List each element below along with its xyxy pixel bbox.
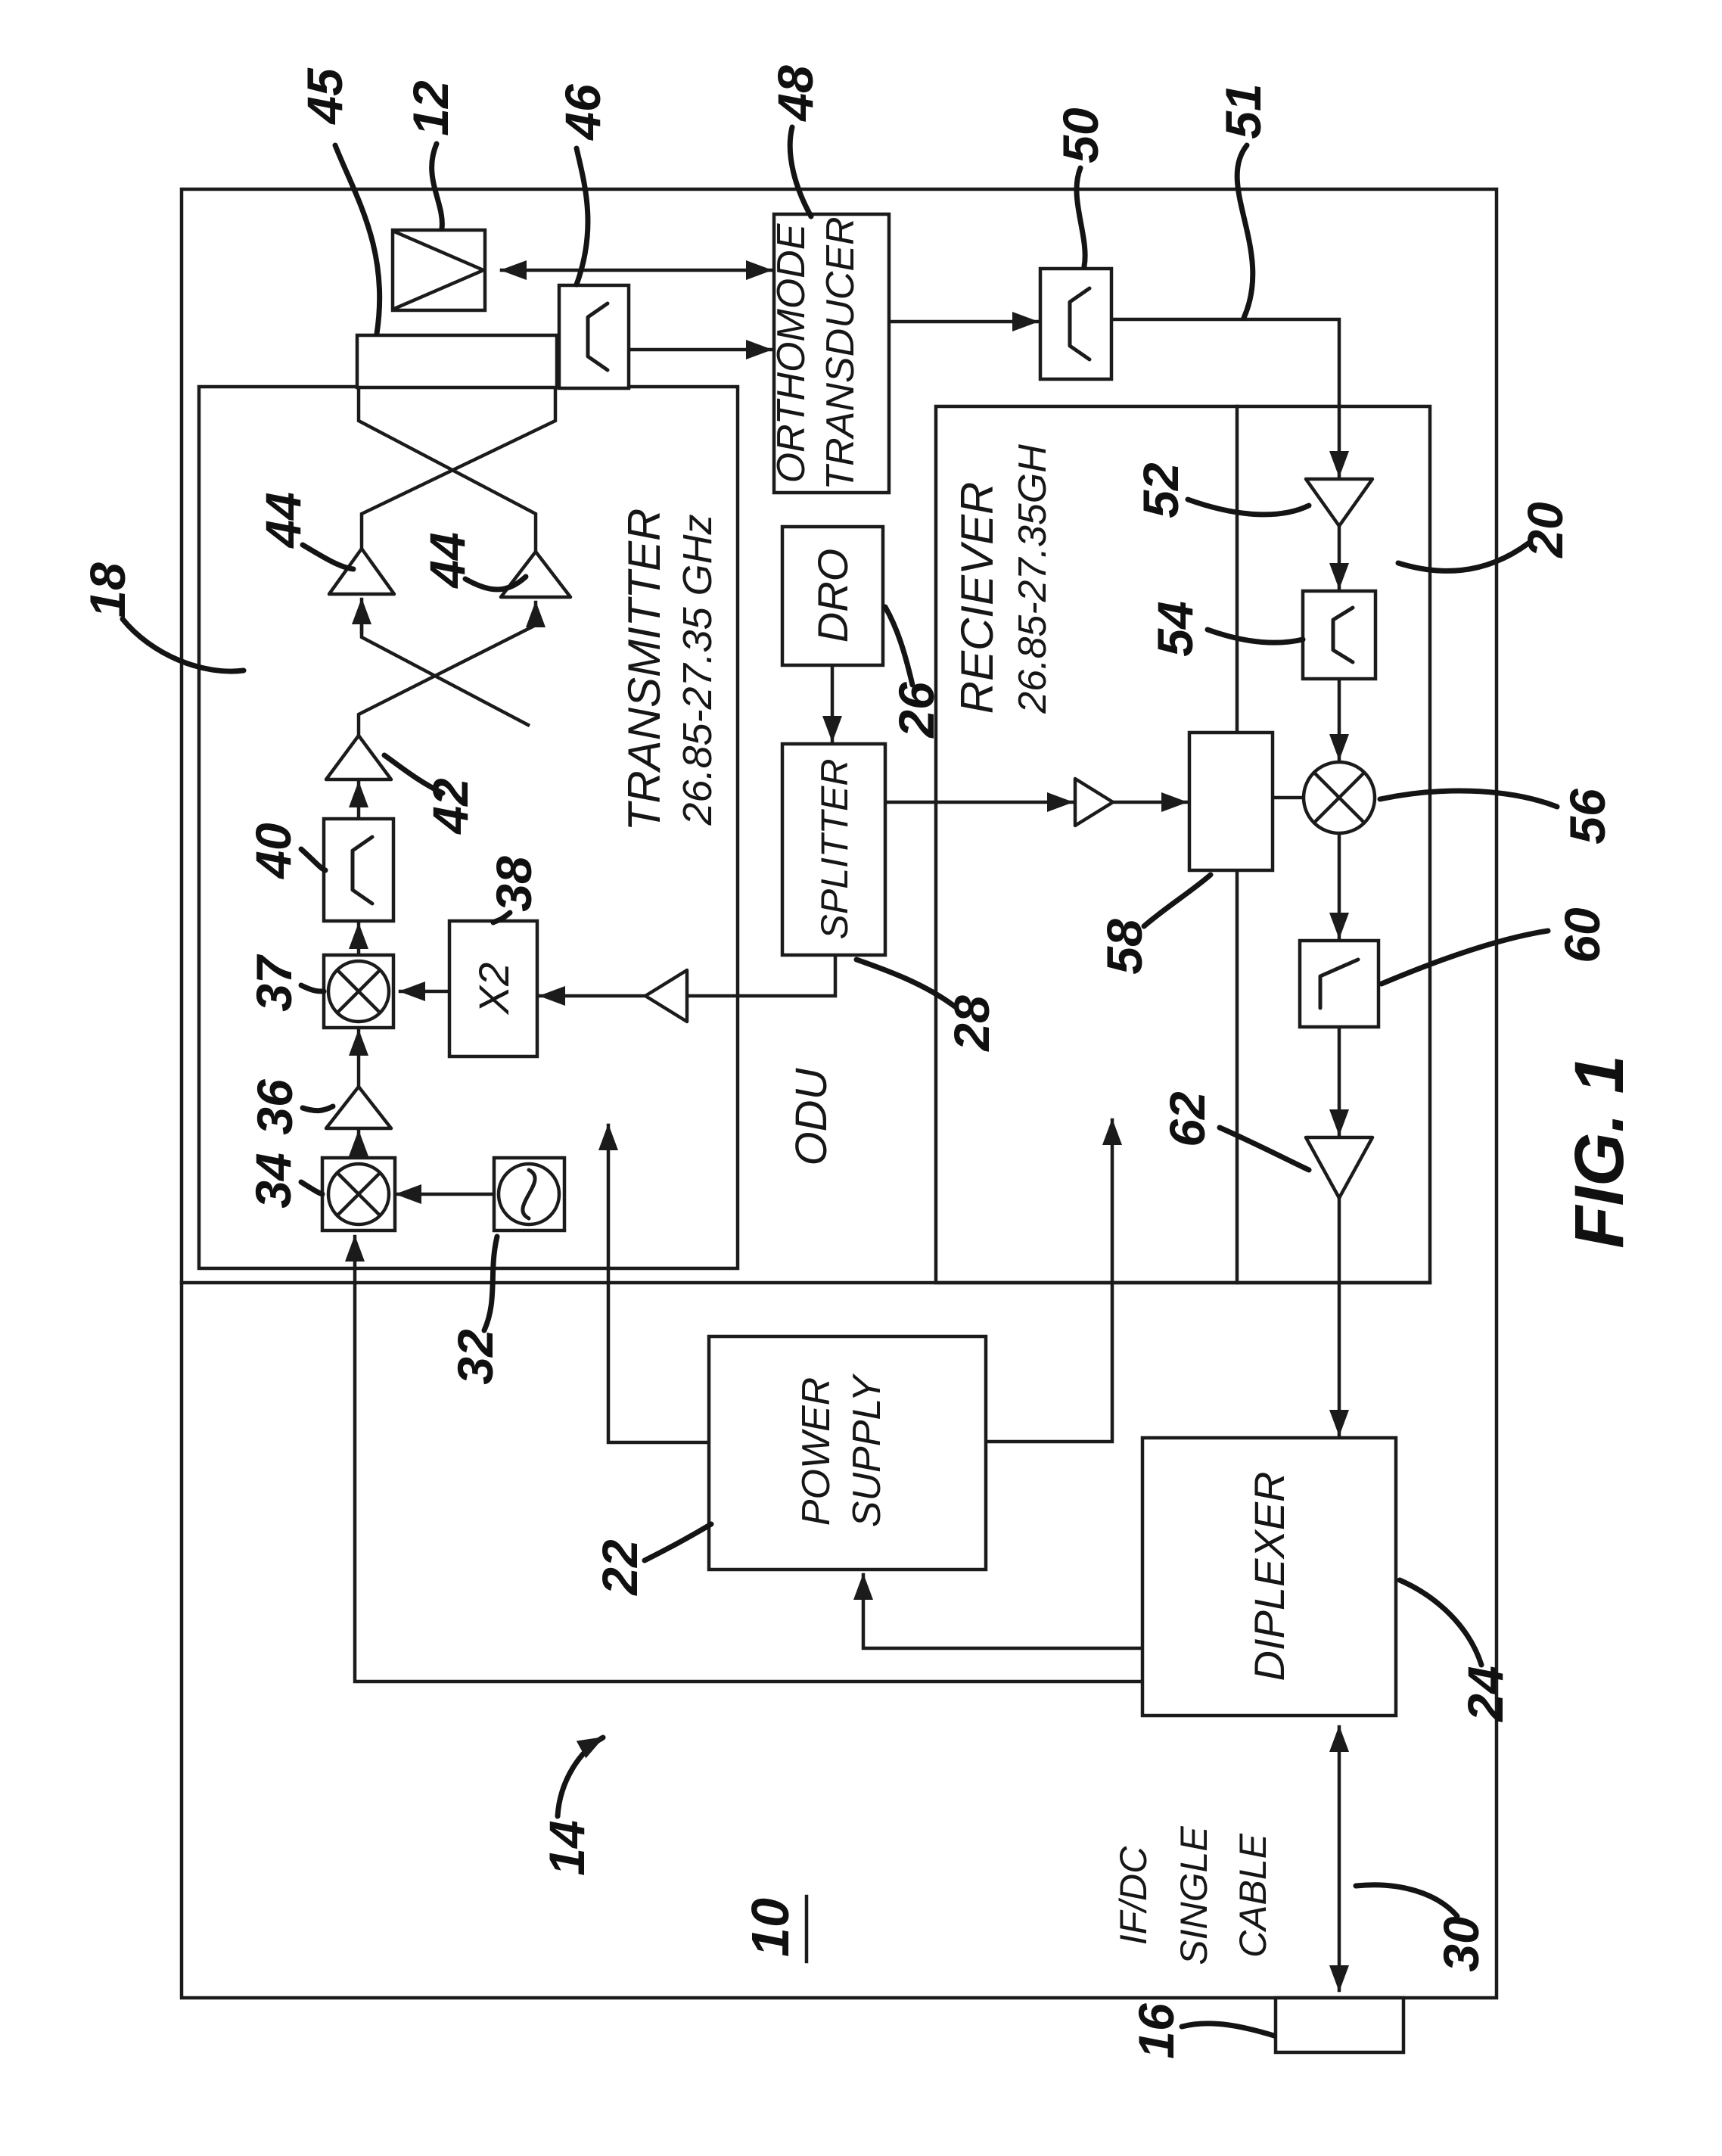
amp-44a-icon [329,549,394,594]
label-36: 36 [247,1079,303,1135]
leader-24 [1400,1580,1481,1665]
box-58 [1189,733,1273,870]
diplexer-label: DIPLEXER [1245,1471,1293,1682]
label-44a: 44 [255,492,311,548]
rxfilter-receiver-line [1111,319,1339,476]
label-54: 54 [1147,601,1203,657]
label-40: 40 [245,823,301,879]
label-51: 51 [1215,83,1271,139]
label-52: 52 [1133,462,1189,518]
leader-56 [1380,791,1557,807]
leader-60 [1382,931,1548,984]
leader-28 [856,960,955,1006]
feed-section-45 [357,335,557,387]
label-20: 20 [1517,502,1573,558]
label-44b: 44 [419,532,475,588]
crossover-upper-a [362,387,555,549]
transmitter-label-line2: 26.85-27.35 GHz [675,514,720,826]
label-26: 26 [888,682,944,738]
leader-50 [1077,168,1085,266]
power-supply-label-line1: POWER [794,1377,838,1526]
receiver-label-line2: 26.85-27.35GH [1011,444,1055,714]
oscillator-32-icon [494,1158,564,1230]
mixer-37-icon [324,955,393,1028]
odu-label: ODU [787,1068,836,1166]
leader-52 [1188,499,1309,515]
leader-14-arrow [558,1738,603,1816]
leader-37 [301,985,324,991]
leader-42 [384,755,443,793]
leader-45 [335,145,380,334]
leader-16 [1182,2024,1274,2036]
label-46: 46 [555,84,611,140]
label-24: 24 [1457,1666,1513,1722]
crossover-lower-a [359,614,536,736]
amp-36-icon [326,1087,391,1128]
label-56: 56 [1559,789,1615,845]
leader-20 [1398,543,1528,571]
label-16: 16 [1128,2003,1184,2059]
amp-44b-icon [501,552,570,597]
amp-62-icon [1306,1137,1372,1198]
label-14: 14 [539,1820,595,1876]
bandpass-filter-54 [1303,591,1375,679]
leader-22 [645,1524,711,1560]
orthomode-label-line1: ORTHOMODE [769,223,813,484]
label-60: 60 [1554,907,1610,963]
leader-58 [1144,875,1211,926]
power-supply-label-line2: SUPPLY [845,1375,889,1528]
label-37: 37 [246,956,302,1012]
leader-62 [1220,1128,1309,1170]
label-28: 28 [943,995,999,1051]
leader-34 [301,1182,322,1194]
splitter-label: SPLITTER [813,758,856,940]
label-22: 22 [592,1539,648,1595]
leader-26 [885,607,912,685]
bandpass-filter-40 [324,819,393,921]
leader-48 [790,127,811,216]
idu-connector-box [1276,1998,1403,2052]
cable-label-line3: CABLE [1232,1834,1274,1958]
orthomode-label-line2: TRANSDUCER [819,216,863,490]
leader-40 [301,849,325,870]
label-12: 12 [403,80,458,136]
dro-label: DRO [809,548,856,643]
transmitter-label-line1: TRANSMITTER [619,508,670,832]
bandpass-filter-50 [1040,269,1111,379]
label-45: 45 [297,68,353,124]
label-32: 32 [447,1329,503,1385]
lo-amp-icon [1075,779,1113,826]
antenna-icon [393,230,485,310]
mixer-56-icon [1304,762,1375,833]
leader-36 [303,1106,333,1111]
diplexer-dc-line [863,1575,1142,1648]
amp-52-icon [1306,479,1372,526]
leader-54 [1208,630,1303,642]
doubler-amp-icon [645,970,687,1022]
lowpass-filter-60 [1300,941,1379,1027]
power-to-receiver-line [986,1120,1112,1442]
crossover-upper-b [359,387,536,552]
cable-label-line2: SINGLE [1173,1826,1215,1965]
leader-30 [1356,1885,1457,1916]
leader-51 [1237,145,1253,318]
label-34: 34 [245,1153,301,1209]
label-38: 38 [486,856,542,912]
label-50: 50 [1052,107,1108,163]
label-48: 48 [767,65,823,121]
leader-12 [432,144,443,229]
label-30: 30 [1433,1916,1489,1972]
receiver-label-line1: RECIEVER [952,481,1002,714]
figure-caption: FIG. 1 [1561,1055,1638,1249]
leader-46 [577,148,588,285]
label-18: 18 [79,562,135,618]
amp-42-icon [326,736,391,779]
splitter-doubleramp-line [689,955,835,996]
label-10: 10 [741,1898,800,1957]
doubler-label: X2 [470,962,518,1015]
mixer-34-icon [322,1158,395,1230]
label-42: 42 [422,778,478,834]
cable-label-line1: IF/DC [1112,1846,1155,1946]
label-58: 58 [1096,919,1152,975]
label-62: 62 [1159,1091,1215,1147]
bandpass-filter-46 [559,285,629,388]
leader-44a [303,545,353,569]
